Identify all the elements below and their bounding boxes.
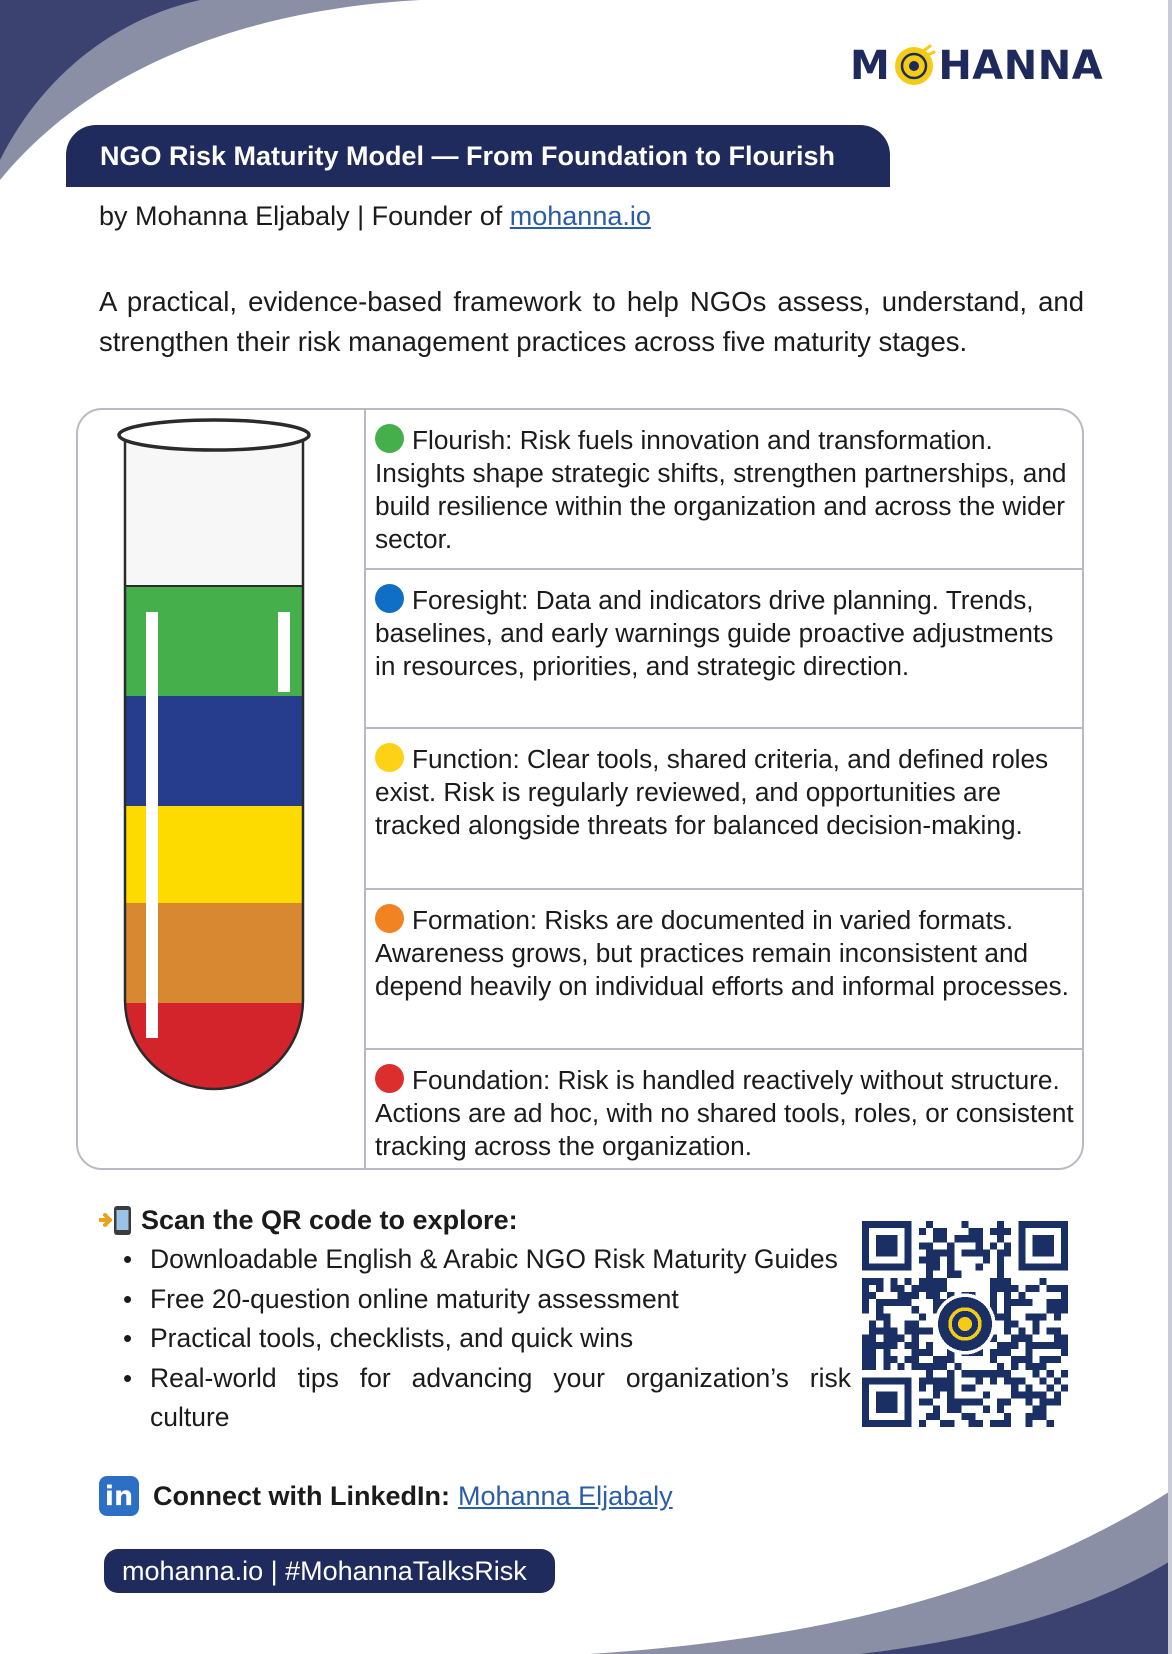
- brand-logo: [850, 38, 1103, 94]
- test-tube-illustration: [78, 410, 366, 1168]
- stage-text: Foundation: Risk is handled reactively without structure. Actions are ad hoc, with no shared tools, roles, or consistent tracking across the organization.: [375, 1065, 1074, 1161]
- stage-foresight: [366, 570, 1082, 729]
- linkedin-label: Connect with LinkedIn:: [153, 1480, 450, 1511]
- green-circle-icon: [375, 424, 404, 453]
- page-title: NGO Risk Maturity Model — From Foundation to Flourish: [100, 141, 835, 171]
- list-item: • Real-world tips for advancing your organization’s risk culture: [121, 1359, 851, 1438]
- qr-code[interactable]: [862, 1221, 1068, 1427]
- target-bullseye-icon: [892, 44, 936, 88]
- mobile-phone-arrow-icon: [99, 1203, 139, 1237]
- maturity-model-table: [76, 408, 1084, 1170]
- scan-heading: [99, 1203, 518, 1237]
- linkedin-icon[interactable]: in: [99, 1476, 139, 1516]
- scan-bullet-list: [121, 1240, 851, 1438]
- blue-circle-icon: [375, 584, 404, 613]
- website-link[interactable]: mohanna.io: [509, 201, 651, 231]
- stage-text: Foresight: Data and indicators drive planning. Trends, baselines, and early warnings guide proactive adjustments in resources, priorities, and strategic direction.: [375, 585, 1054, 681]
- red-circle-icon: [375, 1064, 404, 1093]
- test-tube-column: [78, 410, 366, 1168]
- title-banner: [66, 125, 890, 187]
- scan-heading-text: Scan the QR code to explore:: [141, 1204, 518, 1235]
- list-item: • Practical tools, checklists, and quick wins: [121, 1319, 851, 1359]
- logo-text-end: HANNA: [938, 43, 1104, 89]
- page-edge: [1168, 0, 1172, 1654]
- list-item: • Free 20-question online maturity assessment: [121, 1280, 851, 1320]
- yellow-circle-icon: [375, 743, 404, 772]
- linkedin-profile-link[interactable]: Mohanna Eljabaly: [458, 1480, 673, 1511]
- stage-flourish: [366, 410, 1082, 570]
- logo-text-start: M: [850, 43, 891, 89]
- linkedin-row: [99, 1476, 673, 1516]
- intro-paragraph: A practical, evidence-based framework to help NGOs assess, understand, and strengthen their risk management practices across five maturity stages.: [99, 286, 1084, 357]
- orange-circle-icon: [375, 904, 404, 933]
- stage-text: Function: Clear tools, shared criteria, and defined roles exist. Risk is regularly reviewed, and opportunities are tracked alongside threats for balanced decision-making.: [375, 744, 1049, 840]
- stage-list: [366, 410, 1082, 1168]
- byline-text: by Mohanna Eljabaly | Founder of: [99, 201, 510, 231]
- list-item: • Downloadable English & Arabic NGO Risk Maturity Guides: [121, 1240, 851, 1280]
- stage-formation: [366, 890, 1082, 1050]
- footer-tagline: mohanna.io | #MohannaTalksRisk: [104, 1549, 555, 1593]
- stage-text: Flourish: Risk fuels innovation and transformation. Insights shape strategic shifts, strengthen partnerships, and build resilience within the organization and across the wider sector.: [375, 425, 1067, 554]
- stage-foundation: [366, 1050, 1082, 1168]
- stage-text: Formation: Risks are documented in varied formats. Awareness grows, but practices remain inconsistent and depend heavily on individual efforts and informal processes.: [375, 905, 1069, 1001]
- stage-function: [366, 729, 1082, 890]
- byline: [99, 201, 651, 232]
